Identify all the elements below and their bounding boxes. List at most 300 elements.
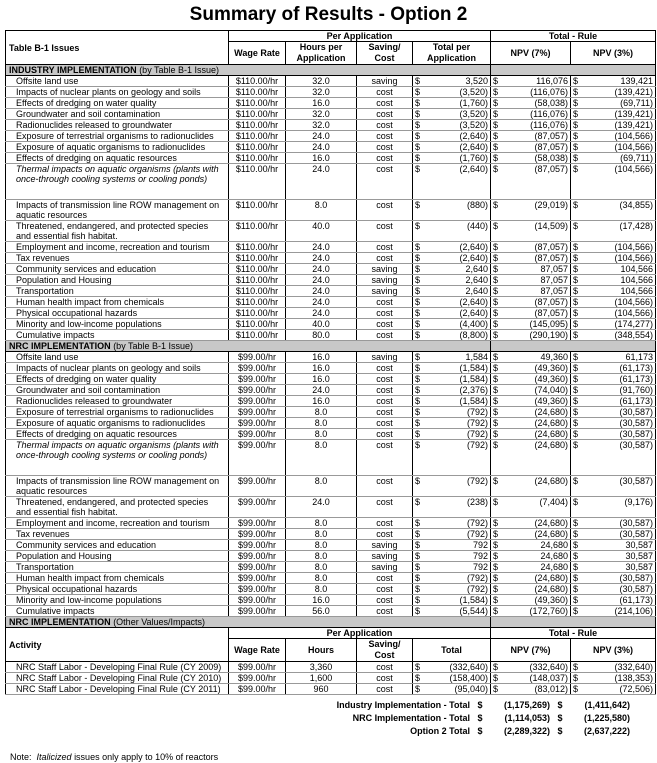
amount: (792) [466,407,488,417]
issue-label: Tax revenues [6,529,229,540]
currency-symbol: $ [573,221,579,231]
amount: (69,711) [620,98,653,108]
npv-7 [491,584,571,595]
saving-cost: cost [357,98,413,109]
npv-7 [491,352,571,363]
amount: (1,584) [459,374,488,384]
npv-7 [491,131,571,142]
hours: 3,360 [286,662,357,673]
wage-rate: $110.00/hr [229,131,286,142]
hours: 24.0 [286,497,357,518]
amount: (880) [466,200,488,210]
currency-symbol: $ [573,595,579,605]
issue-label: Employment and income, recreation and tourism [6,518,229,529]
currency-symbol: $ [573,253,579,263]
currency-symbol: $ [415,396,421,406]
wage-rate: $99.00/hr [229,440,286,476]
table-row [6,264,656,275]
section-fill [491,65,656,76]
amount: (30,587) [619,573,653,583]
saving-cost: cost [357,476,413,497]
npv-7 [491,330,571,341]
total-npv-7: (1,114,053) [504,713,550,723]
wage-rate: $110.00/hr [229,275,286,286]
wage-rate: $99.00/hr [229,562,286,573]
currency-symbol: $ [415,584,421,594]
hours: 8.0 [286,551,357,562]
saving-cost: cost [357,573,413,584]
currency-symbol: $ [415,529,421,539]
currency-symbol: $ [573,551,579,561]
issue-label: Threatened, endangered, and protected species and essential fish habitat. [6,497,229,518]
results-table [5,30,656,695]
issue-label: Offsite land use [6,76,229,87]
currency-symbol: $ [493,551,499,561]
npv-7 [491,440,571,476]
amount: (87,057) [534,253,568,263]
npv-7 [491,253,571,264]
amount: (24,680) [534,407,568,417]
npv-3 [571,253,656,264]
amount: (145,095) [529,319,568,329]
issue-label: Exposure of aquatic organisms to radionuclides [6,418,229,429]
currency-symbol: $ [573,476,579,486]
total-per-application [413,540,491,551]
saving-cost: cost [357,142,413,153]
currency-symbol: $ [493,98,499,108]
currency-symbol: $ [493,606,499,616]
amount: 30,587 [625,551,653,561]
npv-7 [491,429,571,440]
currency-symbol: $ [493,319,499,329]
currency-symbol: $ [493,87,499,97]
issue-label: Effects of dredging on water quality [6,98,229,109]
currency-symbol: $ [573,264,579,274]
wage-rate: $110.00/hr [229,120,286,131]
currency-symbol: $ [493,308,499,318]
currency-symbol: $ [415,275,421,285]
hours: 8.0 [286,540,357,551]
npv-7 [491,497,571,518]
amount: 104,566 [620,275,653,285]
saving-cost: cost [357,429,413,440]
npv-3 [571,551,656,562]
amount: (24,680) [534,529,568,539]
npv-3 [571,87,656,98]
npv-7 [491,264,571,275]
table-row [6,396,656,407]
amount: 792 [472,540,488,550]
npv-3 [571,319,656,330]
amount: (61,173) [619,396,653,406]
currency-symbol: $ [573,330,579,340]
currency-symbol: $ [415,286,421,296]
npv-3 [571,595,656,606]
npv-3 [571,98,656,109]
npv-7 [491,662,571,673]
table-row [6,221,656,242]
saving-cost: cost [357,595,413,606]
issue-label: Thermal impacts on aquatic organisms (plants with once-through cooling systems or cooling ponds) [6,164,229,200]
currency-symbol: $ [415,606,421,616]
header-cell: Total per Application [413,42,491,65]
total-per-application [413,476,491,497]
currency-symbol: $ [573,109,579,119]
currency-symbol: $ [573,242,579,252]
saving-cost: cost [357,242,413,253]
currency-symbol: $ [493,131,499,141]
total-per-application [413,363,491,374]
currency-symbol: $ [493,584,499,594]
wage-rate: $99.00/hr [229,407,286,418]
total-per-application [413,518,491,529]
amount: (2,640) [459,308,488,318]
table-row [6,98,656,109]
header-issues: Table B-1 Issues [6,31,229,65]
currency-symbol: $ [415,440,421,450]
npv-3 [571,363,656,374]
currency-symbol: $ [573,540,579,550]
hours: 8.0 [286,476,357,497]
section-title-main: NRC IMPLEMENTATION [9,617,111,627]
hours: 8.0 [286,573,357,584]
npv-7 [491,606,571,617]
hours: 960 [286,684,357,695]
amount: 792 [472,551,488,561]
section-row [6,617,656,628]
table-row [6,562,656,573]
saving-cost: cost [357,87,413,98]
hours: 16.0 [286,352,357,363]
issue-label: Community services and education [6,264,229,275]
amount: (104,566) [614,253,653,263]
issue-label: Physical occupational hazards [6,308,229,319]
currency-symbol: $ [573,87,579,97]
table-row [6,76,656,87]
total-per-application [413,374,491,385]
npv-3 [571,529,656,540]
currency-symbol: $ [573,363,579,373]
table-row [6,330,656,341]
issue-label: Exposure of terrestrial organisms to radionuclides [6,131,229,142]
amount: (104,566) [614,297,653,307]
amount: 1,584 [465,352,488,362]
currency-symbol: $ [415,662,421,672]
saving-cost: cost [357,120,413,131]
hours: 32.0 [286,76,357,87]
wage-rate: $99.00/hr [229,606,286,617]
total-per-application [413,142,491,153]
total-per-application [413,385,491,396]
npv-3 [571,286,656,297]
issue-label: Employment and income, recreation and tourism [6,242,229,253]
table-row [6,606,656,617]
amount: (158,400) [449,673,488,683]
hours: 24.0 [286,142,357,153]
amount: (332,640) [449,662,488,672]
currency-symbol: $ [493,595,499,605]
issue-label: Human health impact from chemicals [6,297,229,308]
npv-3 [571,476,656,497]
currency-symbol: $ [573,497,579,507]
currency-symbol: $ [573,76,579,86]
wage-rate: $110.00/hr [229,164,286,200]
amount: (1,584) [459,595,488,605]
hours: 32.0 [286,120,357,131]
currency-symbol: $ [493,286,499,296]
npv-3 [571,429,656,440]
header-row [6,628,656,639]
wage-rate: $110.00/hr [229,153,286,164]
header-total-rule: Total - Rule [491,31,656,42]
header-cell: NPV (7%) [491,42,571,65]
npv-3 [571,142,656,153]
total-per-application [413,264,491,275]
table-row [6,573,656,584]
npv-7 [491,319,571,330]
total-per-application [413,684,491,695]
amount: (83,012) [534,684,568,694]
hours: 16.0 [286,363,357,374]
currency-symbol: $ [493,497,499,507]
currency-symbol: $ [415,476,421,486]
total-per-application [413,662,491,673]
saving-cost: cost [357,153,413,164]
amount: (24,680) [534,440,568,450]
amount: (30,587) [619,584,653,594]
npv-3 [571,662,656,673]
table-row [6,551,656,562]
wage-rate: $99.00/hr [229,584,286,595]
amount: (116,076) [530,109,568,119]
saving-cost: cost [357,374,413,385]
npv-7 [491,562,571,573]
header-per-application: Per Application [229,628,491,639]
currency-symbol: $ [573,396,579,406]
currency-symbol: $ [415,253,421,263]
amount: (290,190) [529,330,568,340]
currency-symbol: $ [493,396,499,406]
hours: 24.0 [286,264,357,275]
currency-symbol: $ [415,98,421,108]
amount: (58,038) [534,153,568,163]
header-cell: Hours per Application [286,42,357,65]
amount: 87,057 [540,286,568,296]
table-row [6,308,656,319]
issue-label: Impacts of nuclear plants on geology and soils [6,87,229,98]
npv-7 [491,109,571,120]
amount: (49,360) [534,595,568,605]
total-per-application [413,562,491,573]
currency-symbol: $ [493,352,499,362]
currency-symbol: $ [493,476,499,486]
section-row [6,341,656,352]
table-row [6,595,656,606]
npv-3 [571,76,656,87]
currency-symbol: $ [415,374,421,384]
total-per-application [413,573,491,584]
totals-block [270,699,657,738]
npv-7 [491,142,571,153]
table-row [6,297,656,308]
saving-cost: cost [357,200,413,221]
saving-cost: cost [357,330,413,341]
section-title [6,341,491,352]
amount: 87,057 [540,275,568,285]
currency-symbol: $ [557,700,563,710]
section-title [6,617,491,628]
total-per-application [413,308,491,319]
hours: 16.0 [286,374,357,385]
hours: 24.0 [286,385,357,396]
hours: 8.0 [286,407,357,418]
saving-cost: cost [357,109,413,120]
wage-rate: $110.00/hr [229,242,286,253]
total-per-application [413,595,491,606]
wage-rate: $110.00/hr [229,76,286,87]
table-row [6,429,656,440]
wage-rate: $99.00/hr [229,352,286,363]
total-npv-3: (1,225,580) [583,713,630,723]
currency-symbol: $ [493,385,499,395]
amount: (87,057) [534,164,568,174]
amount: 87,057 [540,264,568,274]
hours: 24.0 [286,275,357,286]
currency-symbol: $ [493,120,499,130]
header-issues: Activity [6,628,229,662]
saving-cost: cost [357,529,413,540]
currency-symbol: $ [493,440,499,450]
wage-rate: $110.00/hr [229,87,286,98]
currency-symbol: $ [573,319,579,329]
currency-symbol: $ [493,253,499,263]
npv-7 [491,374,571,385]
header-cell: Saving/ Cost [357,42,413,65]
amount: (104,566) [614,308,653,318]
npv-7 [491,385,571,396]
currency-symbol: $ [573,684,579,694]
table-row [6,440,656,476]
issue-label: Minority and low-income populations [6,319,229,330]
npv-3 [571,164,656,200]
currency-symbol: $ [415,429,421,439]
hours: 24.0 [286,297,357,308]
currency-symbol: $ [415,573,421,583]
saving-cost: cost [357,418,413,429]
issue-label: Impacts of nuclear plants on geology and soils [6,363,229,374]
npv-3 [571,573,656,584]
hours: 8.0 [286,562,357,573]
amount: (348,554) [614,330,653,340]
hours: 24.0 [286,242,357,253]
header-cell: NPV (7%) [491,639,571,662]
table-row [6,319,656,330]
npv-3 [571,242,656,253]
wage-rate: $99.00/hr [229,497,286,518]
currency-symbol: $ [573,131,579,141]
amount: (2,640) [459,142,488,152]
table-row [6,275,656,286]
npv-7 [491,518,571,529]
saving-cost: cost [357,221,413,242]
npv-3 [571,584,656,595]
currency-symbol: $ [557,726,563,736]
wage-rate: $99.00/hr [229,595,286,606]
total-per-application [413,87,491,98]
saving-cost: cost [357,684,413,695]
amount: 30,587 [625,540,653,550]
amount: (440) [466,221,488,231]
amount: (792) [466,418,488,428]
total-per-application [413,297,491,308]
amount: 2,640 [465,286,488,296]
currency-symbol: $ [493,673,499,683]
currency-symbol: $ [415,76,421,86]
amount: (332,640) [529,662,568,672]
saving-cost: saving [357,286,413,297]
currency-symbol: $ [573,200,579,210]
amount: (2,640) [459,297,488,307]
currency-symbol: $ [573,374,579,384]
npv-3 [571,673,656,684]
table-row [6,518,656,529]
issue-label: Groundwater and soil contamination [6,109,229,120]
table-row [6,529,656,540]
currency-symbol: $ [493,562,499,572]
amount: (24,680) [534,418,568,428]
issue-label: Cumulative impacts [6,606,229,617]
currency-symbol: $ [415,242,421,252]
amount: (87,057) [534,131,568,141]
npv-7 [491,297,571,308]
wage-rate: $99.00/hr [229,363,286,374]
amount: (30,587) [619,476,653,486]
npv-7 [491,76,571,87]
amount: (104,566) [614,131,653,141]
amount: (1,760) [459,98,488,108]
hours: 24.0 [286,253,357,264]
total-per-application [413,418,491,429]
amount: (61,173) [619,595,653,605]
issue-label: Thermal impacts on aquatic organisms (plants with once-through cooling systems or cooling ponds) [6,440,229,476]
currency-symbol: $ [493,429,499,439]
currency-symbol: $ [415,109,421,119]
issue-label: Radionuclides released to groundwater [6,120,229,131]
wage-rate: $110.00/hr [229,142,286,153]
currency-symbol: $ [415,518,421,528]
currency-symbol: $ [493,76,499,86]
amount: (139,421) [614,87,653,97]
wage-rate: $110.00/hr [229,253,286,264]
saving-cost: cost [357,407,413,418]
npv-3 [571,275,656,286]
saving-cost: cost [357,297,413,308]
currency-symbol: $ [573,297,579,307]
total-per-application [413,120,491,131]
wage-rate: $110.00/hr [229,98,286,109]
total-per-application [413,76,491,87]
amount: 792 [472,562,488,572]
npv-3 [571,308,656,319]
total-per-application [413,109,491,120]
section-row [6,65,656,76]
issue-label: Exposure of terrestrial organisms to radionuclides [6,407,229,418]
wage-rate: $99.00/hr [229,418,286,429]
header-cell: Wage Rate [229,42,286,65]
wage-rate: $99.00/hr [229,551,286,562]
currency-symbol: $ [493,221,499,231]
total-per-application [413,396,491,407]
